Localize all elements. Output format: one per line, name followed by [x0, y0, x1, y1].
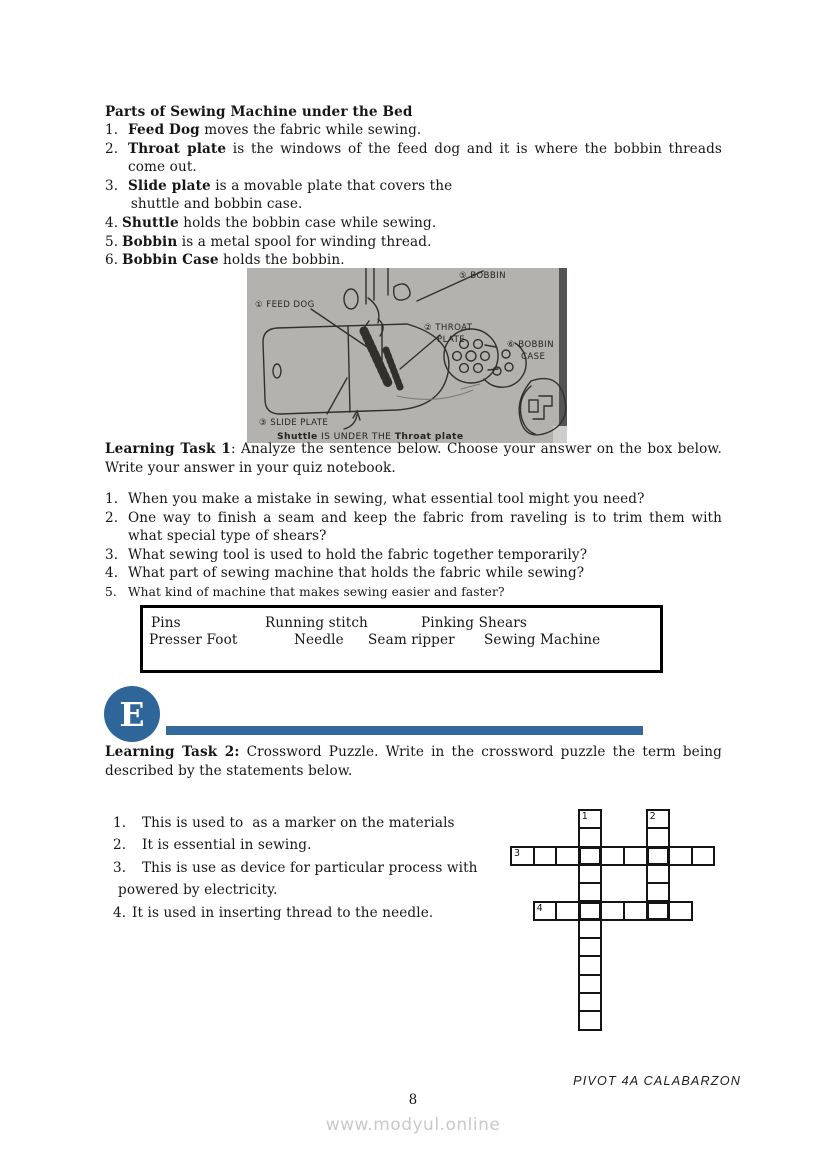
word-bank-term: Needle [294, 632, 344, 648]
crossword-cell [646, 809, 671, 829]
diagram-caption: Shuttle IS UNDER THE Throat plate [277, 431, 464, 442]
parts-heading: Parts of Sewing Machine under the Bed [105, 104, 413, 120]
question-item: 2. One way to finish a seam and keep the fabric from raveling is to trim them with what special type of shears? [105, 509, 722, 545]
watermark: www.modyul.online [325, 1115, 501, 1135]
word-bank-term: Running stitch [265, 615, 368, 631]
crossword-cell [578, 827, 603, 847]
list-item: 3. Slide plate is a movable plate that covers the shuttle and bobbin case. [105, 177, 453, 213]
task1-question-list [105, 490, 722, 602]
crossword-cell [691, 846, 716, 866]
crossword-cell [578, 992, 603, 1012]
diagram-label-feed-dog: ① FEED DOG [255, 300, 315, 310]
crossword-cell [668, 846, 693, 866]
clue-item: 4. It is used in inserting thread to the needle. [113, 904, 434, 921]
list-item: 6. Bobbin Case holds the bobbin. [105, 252, 345, 269]
crossword-cell [578, 882, 603, 902]
crossword-cell [578, 809, 603, 829]
clue-item: 2. It is essential in sewing. [113, 837, 312, 854]
diagram-edge-shadow [559, 268, 567, 443]
crossword-cell [578, 919, 603, 939]
diagram-label-bobbin: ⑤ BOBBIN [459, 271, 506, 281]
crossword-cell [646, 864, 671, 884]
crossword-grid [510, 809, 716, 1031]
crossword-cell [578, 864, 603, 884]
word-bank-term: Pins [151, 615, 181, 631]
page-number: 8 [408, 1092, 418, 1108]
crossword-cell [555, 846, 580, 866]
diagram-label-throat-plate: ② THROAT [424, 323, 473, 333]
list-item: 5. Bobbin is a metal spool for winding thread. [105, 233, 432, 250]
crossword-cell [555, 901, 580, 921]
crossword-cell [623, 901, 648, 921]
crossword-cell [646, 827, 671, 847]
crossword-cell [578, 1010, 603, 1030]
diagram-label-slide-plate: ③ SLIDE PLATE [259, 418, 329, 428]
list-item: 2. Throat plate is the windows of the feed dog and it is where the bobbin threads come out. [105, 140, 722, 176]
word-bank-term: Sewing Machine [484, 632, 601, 648]
question-item: 1. When you make a mistake in sewing, what essential tool might you need? [105, 491, 645, 507]
crossword-cell [646, 901, 671, 921]
crossword-cell-number: 1 [581, 811, 588, 822]
learning-task-2-intro: Learning Task 2: Crossword Puzzle. Write in the crossword puzzle the term being described by the statements below. [105, 744, 723, 779]
crossword-cell [578, 955, 603, 975]
section-divider-rule [166, 726, 643, 735]
learning-task-2-title: Learning Task 2: [105, 744, 240, 760]
word-bank-term: Presser Foot [149, 632, 238, 648]
word-bank-term: Pinking Shears [421, 615, 527, 631]
footer-brand: PIVOT 4A CALABARZON [573, 1074, 741, 1088]
crossword-clue-list [113, 812, 513, 924]
crossword-cell-number: 2 [649, 811, 656, 822]
crossword-cell [533, 901, 558, 921]
list-item: 4. Shuttle holds the bobbin case while sewing. [105, 214, 437, 231]
diagram-label-bobbin-case-2: CASE [521, 352, 546, 362]
crossword-cell [600, 901, 625, 921]
crossword-cell [578, 901, 603, 921]
question-item: 5. What kind of machine that makes sewing easier and faster? [105, 584, 505, 599]
sewing-machine-diagram [247, 268, 567, 443]
crossword-cell [668, 901, 693, 921]
learning-task-1-intro: Learning Task 1: Analyze the sentence below. Choose your answer on the box below. Write your answer in your quiz notebook. [105, 441, 722, 476]
crossword-cell [646, 846, 671, 866]
crossword-cell [646, 882, 671, 902]
crossword-cell [510, 846, 535, 866]
question-item: 3. What sewing tool is used to hold the fabric together temporarily? [105, 546, 588, 563]
list-item: 1. Feed Dog moves the fabric while sewing. [105, 122, 422, 138]
crossword-cell [578, 937, 603, 957]
crossword-cell [578, 846, 603, 866]
word-bank-box [140, 605, 663, 673]
crossword-cell-number: 4 [536, 902, 543, 914]
section-badge-e [104, 686, 160, 742]
crossword-cell [623, 846, 648, 866]
crossword-cell [600, 846, 625, 866]
section-badge-letter: E [119, 694, 145, 734]
crossword-cell [533, 846, 558, 866]
clue-item: 1. This is used to as a marker on the materials [113, 815, 455, 831]
clue-item: 3. This is use as device for particular process with powered by electricity. [113, 859, 478, 899]
learning-task-1-title: Learning Task 1 [105, 441, 231, 457]
parts-list [105, 121, 722, 270]
question-item: 4. What part of sewing machine that holds the fabric while sewing? [105, 565, 585, 582]
word-bank-term: Seam ripper [368, 632, 455, 648]
diagram-label-bobbin-case: ⑥ BOBBIN [507, 340, 554, 350]
diagram-background [247, 268, 567, 443]
diagram-label-throat-plate-2: PLATE [437, 335, 466, 345]
crossword-cell-number: 3 [514, 847, 521, 859]
crossword-cell [578, 974, 603, 994]
